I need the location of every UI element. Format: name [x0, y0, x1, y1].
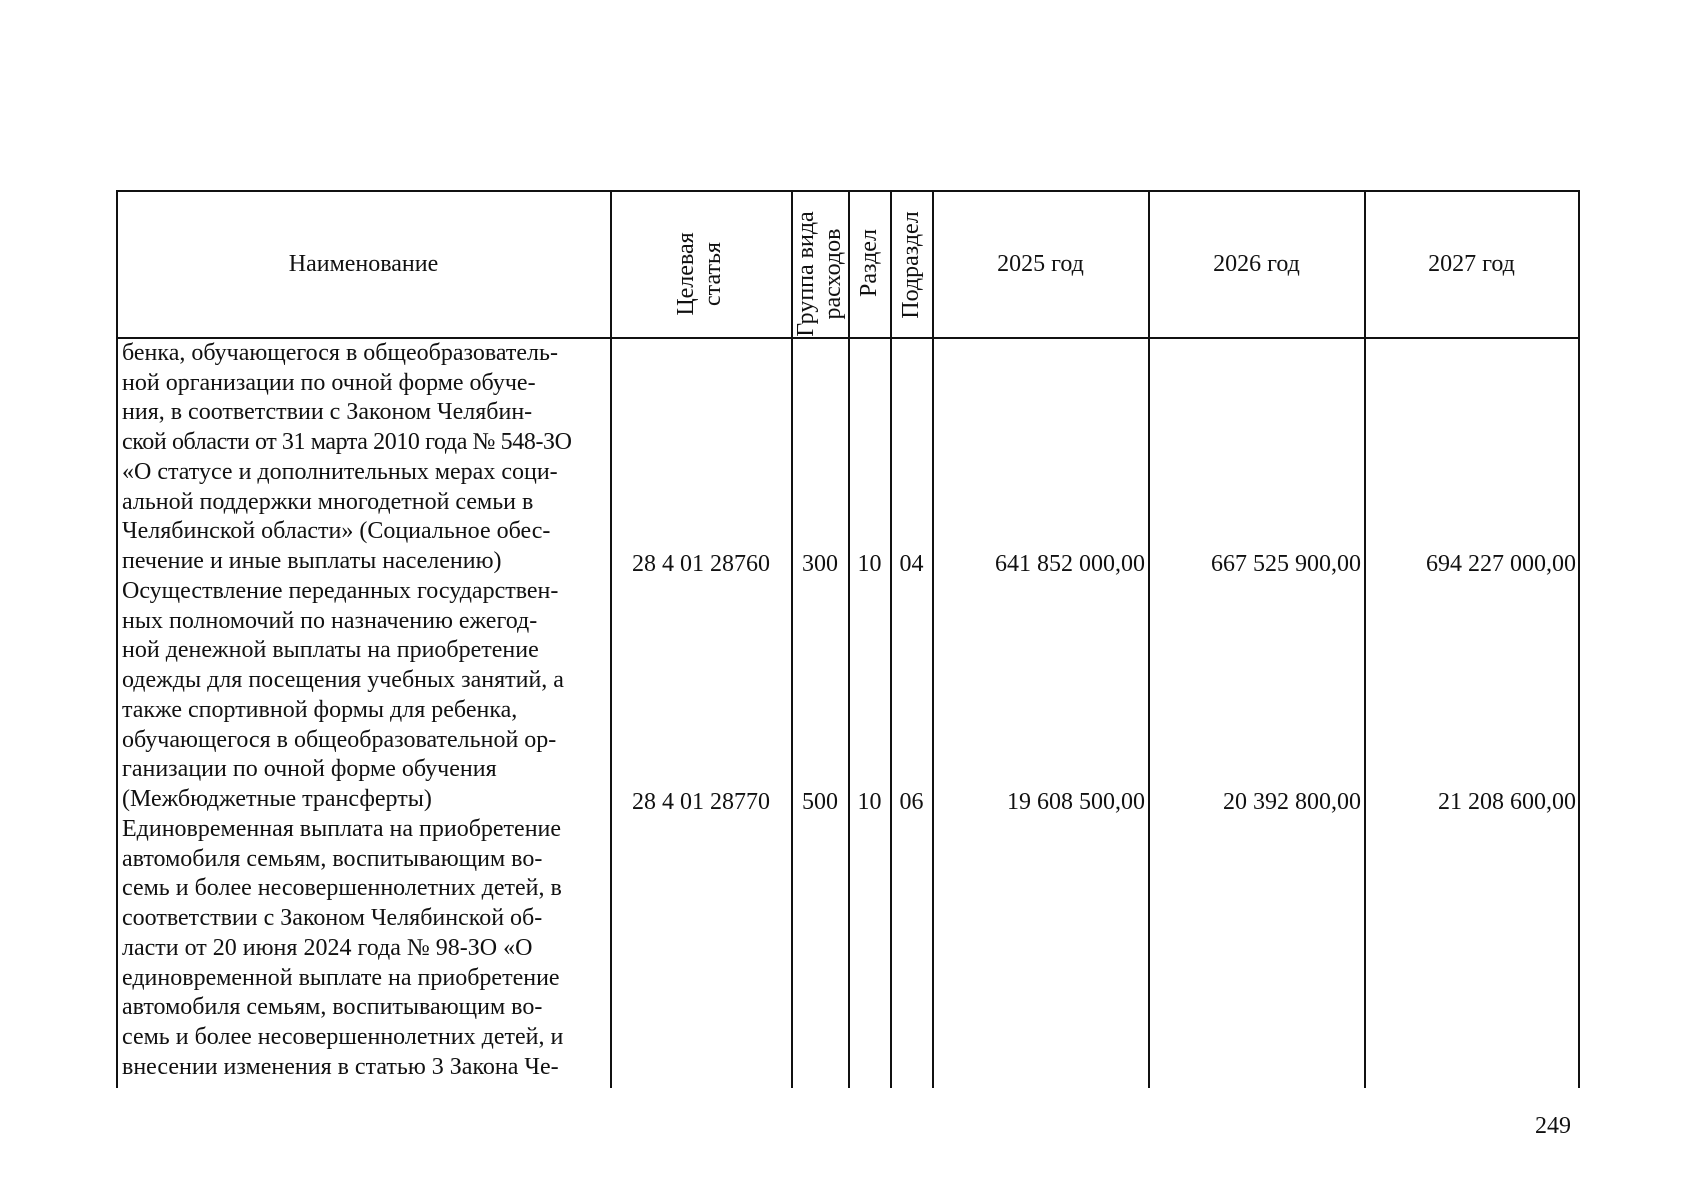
row3-line: автомобиля семьям, воспитывающим во- [122, 845, 543, 872]
header-target-line1: Целевая [673, 232, 699, 316]
row1-line: печение и иные выплаты населению) [122, 547, 502, 574]
header-expense-group [790, 212, 850, 336]
row2-description [122, 577, 604, 815]
page-number: 249 [1535, 1113, 1571, 1139]
row3-line: единовременной выплате на приобретение [122, 964, 560, 991]
row2-section: 10 [857, 789, 882, 815]
header-2025: 2025 год [997, 250, 1084, 277]
row3-line: внесении изменения в статью 3 Закона Че- [122, 1053, 559, 1080]
row2-line: ганизации по очной форме обучения [122, 756, 497, 783]
row2-subsection: 06 [899, 789, 924, 815]
row1-target-article: 28 4 01 28760 [632, 551, 770, 577]
row1-line: «О статусе и дополнительных мерах соци- [122, 458, 558, 485]
row2-line: Осуществление переданных государствен- [122, 578, 559, 604]
row1-section: 10 [857, 551, 882, 577]
row2-line: одежды для посещения учебных занятий, а [122, 667, 564, 694]
header-2027: 2027 год [1428, 250, 1515, 277]
row2-line: также спортивной формы для ребенка, [122, 696, 518, 723]
row2-line: ной денежной выплаты на приобретение [122, 637, 539, 664]
row1-2026-amount: 667 525 900,00 [1211, 551, 1361, 577]
row1-2027-amount: 694 227 000,00 [1426, 551, 1576, 577]
header-name: Наименование [288, 250, 439, 277]
row1-subsection: 04 [899, 551, 924, 577]
row2-expense-group: 500 [802, 789, 838, 815]
row1-expense-group: 300 [802, 551, 838, 577]
header-target-article [670, 214, 730, 334]
row1-line: Челябинской области» (Социальное обес- [122, 518, 551, 545]
header-group-line2: расходов [820, 228, 846, 320]
header-2026: 2026 год [1213, 250, 1300, 277]
header-subsection: Подраздел [897, 211, 924, 319]
row3-line: Единовременная выплата на приобретение [122, 816, 562, 842]
row1-line: бенка, обучающегося в общеобразователь- [122, 340, 558, 366]
row1-line: ной организации по очной форме обуче- [122, 369, 536, 396]
header-target-line2: статья [700, 242, 726, 306]
row1-line: ской области от 31 марта 2010 года № 548-ЗО [122, 429, 572, 456]
row2-target-article: 28 4 01 28770 [632, 789, 770, 815]
table-right-border [1578, 190, 1580, 1088]
row2-line: обучающегося в общеобразовательной ор- [122, 726, 557, 753]
row3-line: ласти от 20 июня 2024 года № 98-ЗО «О [122, 934, 533, 961]
row1-description [122, 339, 604, 577]
row1-line: альной поддержки многодетной семьи в [122, 488, 534, 515]
col-divider-1 [610, 190, 612, 1088]
header-group-line1: Группа вида [793, 211, 819, 337]
row3-description [122, 815, 604, 1082]
row2-2026-amount: 20 392 800,00 [1223, 789, 1361, 815]
header-section: Раздел [855, 229, 882, 297]
row1-line: ния, в соответствии с Законом Челябин- [122, 399, 533, 426]
row3-line: соответствии с Законом Челябинской об- [122, 905, 543, 932]
row3-line: семь и более несовершеннолетних детей, в [122, 875, 562, 902]
row2-2027-amount: 21 208 600,00 [1438, 789, 1576, 815]
col-divider-4 [890, 190, 892, 1088]
row1-2025-amount: 641 852 000,00 [995, 551, 1145, 577]
row2-2025-amount: 19 608 500,00 [1007, 789, 1145, 815]
row2-line: (Межбюджетные трансферты) [122, 785, 432, 812]
row3-line: автомобиля семьям, воспитывающим во- [122, 994, 543, 1021]
row2-line: ных полномочий по назначению ежегод- [122, 607, 538, 634]
row3-line: семь и более несовершеннолетних детей, и [122, 1023, 564, 1050]
